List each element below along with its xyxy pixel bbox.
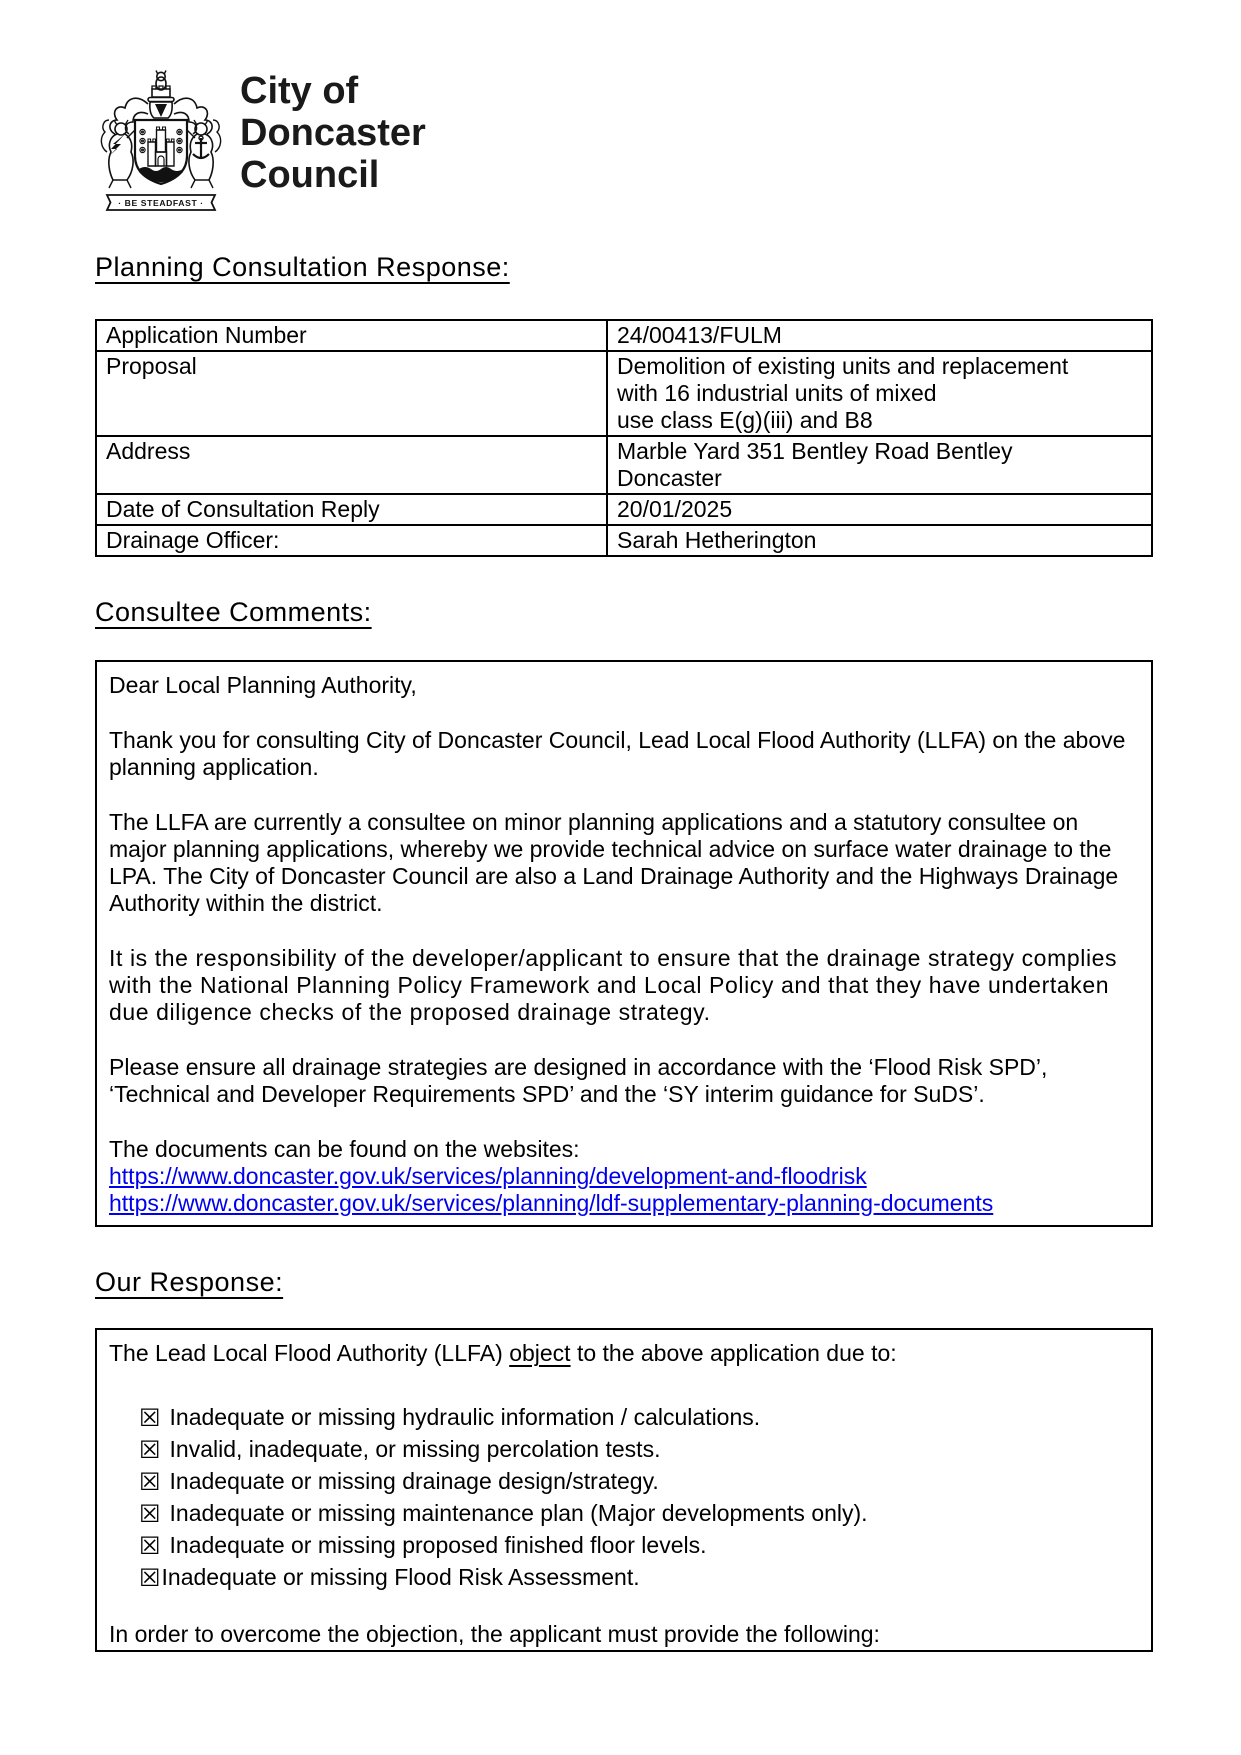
row-value: 24/00413/FULM — [607, 320, 1152, 351]
row-label: Address — [96, 436, 607, 494]
objection-checklist — [109, 1401, 1139, 1593]
checklist-item — [139, 1561, 1139, 1593]
checklist-item — [139, 1465, 1139, 1497]
logo-wordmark-line: City of — [240, 70, 359, 112]
table-row — [96, 525, 1152, 556]
council-crest-icon — [95, 68, 227, 214]
checklist-item-label: Invalid, inadequate, or missing percolation tests. — [169, 1436, 661, 1462]
response-intro — [109, 1340, 1139, 1367]
comment-paragraph: Please ensure all drainage strategies are designed in accordance with the ‘Flood Risk SPD’, ‘Technical and Developer Requirements SPD’ and the ‘SY interim guidance for SuDS’. — [109, 1054, 1048, 1107]
row-label: Date of Consultation Reply — [96, 494, 607, 525]
comment-paragraph: Thank you for consulting City of Doncaster Council, Lead Local Flood Authority (LLFA) on the above planning application. — [109, 727, 1126, 780]
row-label: Application Number — [96, 320, 607, 351]
checklist-item-label: Inadequate or missing Flood Risk Assessment. — [161, 1564, 640, 1590]
consultee-comments-box — [95, 660, 1153, 1227]
comment-paragraph: The LLFA are currently a consultee on minor planning applications and a statutory consultee on major planning applications, whereby we provide technical advice on surface water drainage to the LPA. The City of Doncaster Council are also a Land Drainage Authority and the Highways Drainage Authority within the district. — [109, 809, 1119, 916]
checked-checkbox-icon: ☒ — [139, 1532, 161, 1560]
response-box — [95, 1328, 1153, 1652]
logo-wordmark-line: Council — [240, 154, 380, 196]
response-intro-prefix: The Lead Local Flood Authority (LLFA) — [109, 1340, 510, 1366]
checklist-item-label: Inadequate or missing maintenance plan (Major developments only). — [169, 1500, 868, 1526]
value-line: Doncaster — [617, 465, 722, 491]
row-label: Drainage Officer: — [96, 525, 607, 556]
row-value — [607, 436, 1152, 494]
floodrisk-link[interactable]: https://www.doncaster.gov.uk/services/planning/development-and-floodrisk — [109, 1163, 867, 1189]
row-label: Proposal — [96, 351, 607, 436]
logo-wordmark — [240, 70, 426, 196]
section-heading-our-response: Our Response: — [95, 1267, 284, 1297]
response-intro-object: object — [509, 1340, 571, 1366]
value-line: Marble Yard 351 Bentley Road Bentley — [617, 438, 1013, 464]
checked-checkbox-icon: ☒ — [139, 1564, 161, 1592]
row-value: Sarah Hetherington — [607, 525, 1152, 556]
table-row — [96, 320, 1152, 351]
checklist-item-label: Inadequate or missing hydraulic information / calculations. — [169, 1404, 761, 1430]
page-title: Planning Consultation Response: — [95, 252, 510, 282]
checklist-item-label: Inadequate or missing drainage design/strategy. — [169, 1468, 659, 1494]
logo-wordmark-line: Doncaster — [240, 112, 426, 154]
response-intro-suffix: to the above application due to: — [570, 1340, 897, 1366]
checklist-item — [139, 1497, 1139, 1529]
checked-checkbox-icon: ☒ — [139, 1500, 161, 1528]
comment-paragraph: It is the responsibility of the developer/applicant to ensure that the drainage strategy complies with the National Planning Policy Framework and Local Policy and that they have undertaken due diligence checks of the proposed drainage strategy. — [109, 945, 1118, 1025]
table-row — [96, 436, 1152, 494]
section-heading-consultee-comments: Consultee Comments: — [95, 597, 372, 627]
response-outro: In order to overcome the objection, the applicant must provide the following: — [109, 1621, 880, 1647]
checklist-item — [139, 1433, 1139, 1465]
checklist-item-label: Inadequate or missing proposed finished floor levels. — [169, 1532, 707, 1558]
checked-checkbox-icon: ☒ — [139, 1468, 161, 1496]
table-row — [96, 494, 1152, 525]
comment-salutation: Dear Local Planning Authority, — [109, 672, 417, 698]
value-line: with 16 industrial units of mixed — [617, 380, 937, 406]
value-line: use class E(g)(iii) and B8 — [617, 407, 873, 433]
checklist-item — [139, 1529, 1139, 1561]
checklist-item — [139, 1401, 1139, 1433]
application-details-table — [95, 319, 1153, 557]
checked-checkbox-icon: ☒ — [139, 1436, 161, 1464]
websites-intro: The documents can be found on the websites: — [109, 1136, 580, 1162]
council-logo — [95, 68, 1153, 214]
row-value — [607, 351, 1152, 436]
checked-checkbox-icon: ☒ — [139, 1404, 161, 1432]
row-value: 20/01/2025 — [607, 494, 1152, 525]
table-row — [96, 351, 1152, 436]
value-line: Demolition of existing units and replacement — [617, 353, 1069, 379]
crest-motto: · BE STEADFAST · — [118, 198, 204, 208]
spd-documents-link[interactable]: https://www.doncaster.gov.uk/services/planning/ldf-supplementary-planning-documents — [109, 1190, 994, 1216]
